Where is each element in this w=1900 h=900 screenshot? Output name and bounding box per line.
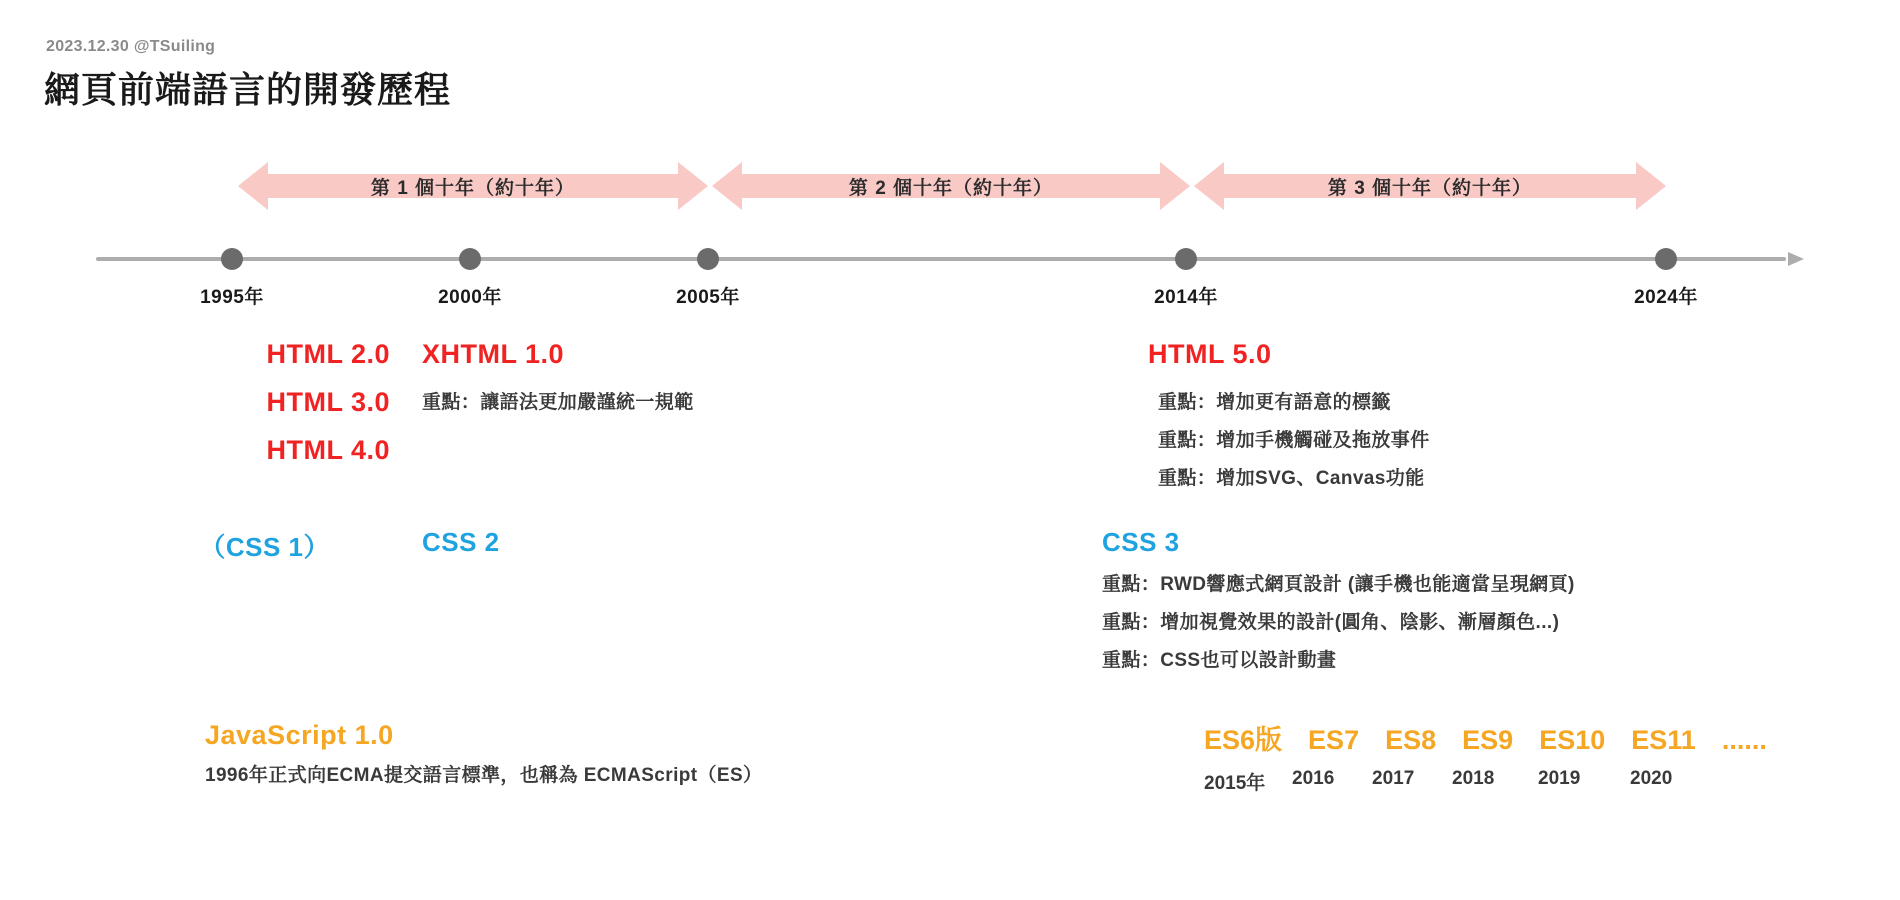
html-2000-group (422, 330, 694, 422)
css-1995-group (0, 527, 330, 564)
javascript-label: JavaScript 1.0 (205, 720, 394, 750)
decade-band-3 (1194, 160, 1666, 212)
es-year-label: 2019 (1538, 768, 1581, 789)
css3-note: 重點：CSS也可以設計動畫 (1102, 650, 1337, 671)
timeline-dot (221, 248, 243, 270)
javascript-note: 1996年正式向ECMA提交語言標準，也稱為 ECMAScript（ES） (205, 765, 763, 786)
timeline-year-label: 2000年 (438, 287, 502, 308)
css3-note: 重點：RWD響應式網頁設計 (讓手機也能適當呈現網頁) (1102, 574, 1575, 595)
es-year-label: 2018 (1452, 768, 1495, 789)
axis-line (96, 257, 1786, 261)
html-1995-group (0, 330, 390, 474)
timeline-year-label: 2014年 (1154, 287, 1218, 308)
html-2014-group (1148, 330, 1430, 498)
header-date: 2023.12.30 (46, 38, 130, 55)
html-version-label: HTML 4.0 (266, 435, 390, 465)
html-version-label: HTML 3.0 (266, 387, 390, 417)
html-version-label: HTML 2.0 (266, 339, 390, 369)
es-version-label: ES6版 (1204, 725, 1283, 755)
css2-label: CSS 2 (422, 527, 500, 557)
es-year-label: 2017 (1372, 768, 1415, 789)
html5-note: 重點：增加手機觸碰及拖放事件 (1158, 430, 1430, 451)
es-year-label: 2015年 (1204, 773, 1266, 794)
es-version-label: ES11 (1631, 725, 1696, 755)
timeline-year-label: 2024年 (1634, 287, 1698, 308)
css-2000-group (422, 527, 500, 558)
css3-label: CSS 3 (1102, 527, 1180, 557)
timeline-dot (1655, 248, 1677, 270)
decade-band-2 (712, 160, 1190, 212)
es-version-label: ES8 (1385, 725, 1437, 755)
decade-label: 第 2 個十年（約十年） (848, 177, 1054, 199)
timeline-dot (697, 248, 719, 270)
html5-version-label: HTML 5.0 (1148, 339, 1272, 369)
timeline-axis (96, 252, 1804, 266)
html5-note: 重點：增加更有語意的標籤 (1158, 392, 1391, 413)
js-2000-group (205, 720, 762, 795)
css-2014-group (1102, 527, 1575, 680)
header-author: @TSuiling (133, 38, 216, 55)
header-meta (46, 38, 215, 56)
page-title: 網頁前端語言的開發歷程 (44, 69, 452, 110)
decade-label: 第 3 個十年（約十年） (1327, 177, 1533, 199)
es-version-label: ES10 (1539, 725, 1606, 755)
es-version-label: ES9 (1462, 725, 1514, 755)
decade-label: 第 1 個十年（約十年） (370, 177, 576, 199)
axis-arrow-icon (1788, 252, 1804, 266)
es-year-row (1204, 768, 1672, 795)
es-year-label: 2016 (1292, 768, 1335, 789)
timeline-dot (459, 248, 481, 270)
es-version-row (1204, 718, 1767, 757)
timeline-dot (1175, 248, 1197, 270)
es-version-ellipsis: ...... (1721, 725, 1767, 755)
timeline-year-label: 2005年 (676, 287, 740, 308)
css3-note: 重點：增加視覺效果的設計(圓角、陰影、漸層顏色...) (1102, 612, 1560, 633)
es-year-label: 2020 (1630, 768, 1673, 789)
html5-note: 重點：增加SVG、Canvas功能 (1158, 468, 1425, 489)
xhtml-note: 重點：讓語法更加嚴謹統一規範 (422, 392, 694, 413)
es-version-label: ES7 (1308, 725, 1360, 755)
css1-label: （CSS 1） (199, 532, 330, 562)
decade-band-1 (238, 160, 708, 212)
timeline-year-label: 1995年 (200, 287, 264, 308)
xhtml-version-label: XHTML 1.0 (422, 339, 565, 369)
